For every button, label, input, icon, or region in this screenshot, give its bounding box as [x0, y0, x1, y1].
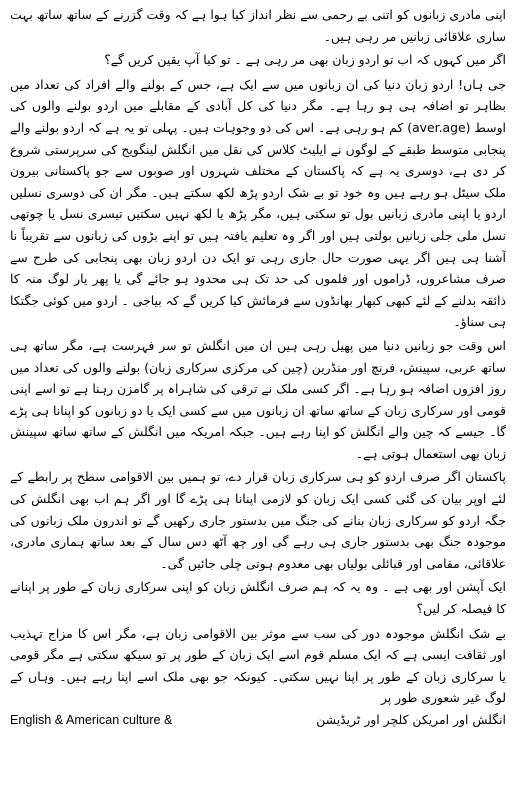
paragraph-spreading-languages: اس وقت جو زبانیں دنیا میں پھیل رہی ہیں ان میں انگلش تو سر فہرست ہے، مگر ساتھ ہی ساتھ عربی، سپینش، فرنچ اور منڈرین (چین کی مرکزی سرکاری زبان) بولنے والوں کی تعداد میں روز افزوں اضافہ ہو رہا ہے۔ اگر کسی ملک نے ترقی کی شاہراہ پر گامزن رہنا ہے تو اسے اپنی قومی اور سرکاری زبان کے ساتھ ساتھ ان زبانوں میں سے کسی ایک یا دو زبانوں کو اپنانا ہی پڑے گا۔ جیسے کہ چین والے انگلش کو اپنا رہے ہیں۔ جبکہ امریکہ میں انگلش کے ساتھ ساتھ سپینش زبان بھی استعمال ہوتی ہے۔	[10, 337, 506, 461]
paragraph-english-influence: بے شک انگلش موجودہ دور کی سب سے موثر بین الاقوامی زبان ہے، مگر اس کا مزاج تہذیب اور ثقافت ایسی ہے کہ ایک مسلم قوم اسے ایک زبان کے طور پر تو سیکھ سکتی ہے مگر قومی یا سرکاری زبان کے طور پر اپنا نہیں سکتی۔ کیونکہ جو بھی ملک اسے اپنا رہے ہیں۔ وہاں کے لوگ غیر شعوری طور پر	[10, 625, 506, 706]
footer-english-text: English & American culture &	[10, 713, 173, 727]
paragraph-intro: اپنی مادری زبانوں کو اتنی بے رحمی سے نظر انداز کیا ہوا ہے کہ وقت گزرنے کے ساتھ ساتھ بہت ساری علاقائی زبانیں مر رہی ہیں۔	[10, 7, 506, 44]
paragraph-official-language: پاکستان اگر صرف اردو کو ہی سرکاری زبان قرار دے، تو ہمیں بین الاقوامی سطح پر رابطے کے لئے اوپر بیان کی گئی کسی ایک زبان کو لازمی اپنانا ہی پڑے گا اور اگر ہم اب بھی انگلش کی جگہ اردو کو سرکاری زبان بنانے کی جنگ میں بدستور جاری رکھیں گے تو اندرون ملک زبانوں کی موجودہ جنگ بھی بدستور جاری ہی رہے گی اور چھ آٹھ دس سال کے بعد ساتھ ہماری مادری، علاقائی، مقامی اور قبائلی بولیاں بھی معدوم ہوتی چلی جائیں گی۔	[10, 469, 506, 571]
footer-urdu-text: انگلش اور امریکن کلچر اور ٹریڈیشن	[316, 712, 506, 727]
footer-line	[10, 709, 506, 732]
question-urdu-dying: اگر میں کہوں کہ اب تو اردو زبان بھی مر رہی ہے ۔ تو کیا آپ یقین کریں گے؟	[104, 52, 506, 68]
paragraph-urdu-speakers: جی ہاں! اردو زبان دنیا کی ان زبانوں میں سے ایک ہے، جس کے بولنے والے افراد کی تعداد میں بظاہر تو اضافہ ہی ہو رہا ہے۔ مگر دنیا کی کل آبادی کے مقابلے میں اردو بولنے والوں کی اوسط (aver.age) کم ہو رہی ہے۔ اس کی دو وجوہات ہیں۔ پہلی تو یہ ہے کہ اردو بولنے والے پنجابی متوسط طبقے کے لوگوں نے ایلیٹ کلاس کی نقل میں انگلش لینگویج کی سرپرستی شروع کر دی ہے، دوسری یہ ہے کہ پاکستان کے مختلف شہروں اور صوبوں سے جو پاکستانی بیرون ملک سیٹل ہو رہے ہیں وہ خود تو بے شک اردو پڑھ لکھ سکتے ہیں۔ مگر ان کی دوسری نسلیں اردو یا اپنی مادری زبانیں بول تو سکتی ہیں، مگر پڑھ یا لکھ نہیں سکتیں تیسری نسل یا چوتھی نسل ملی جلی زبانیں بولتی ہیں اور اگر وہ تعلیم یافتہ ہیں تو اپنے بڑوں کی زبانوں سے تقریباً نا آشنا ہی ہیں اگر یہی صورت حال جاری رہی تو ایک دن اردو زبان بھی پنجابی کی طرح سے صرف مشاعروں، ڈراموں اور فلموں کی حد تک ہی محدود ہو جائے گی یا پھر یار لوگ منہ کا ذائقہ بدلنے کے لئے کبھی کبھار بھانڈوں سے فرمائش کیا کریں گے کہ بیاجی ۔ اردو میں کوئی جگتکا ہی سناؤ۔	[10, 76, 506, 330]
question-english-option: ایک آپشن اور بھی ہے ۔ وہ یہ کہ ہم صرف انگلش زبان کو اپنی سرکاری زبان کے طور پر اپنانے کا فیصلہ کر لیں؟	[10, 579, 506, 617]
